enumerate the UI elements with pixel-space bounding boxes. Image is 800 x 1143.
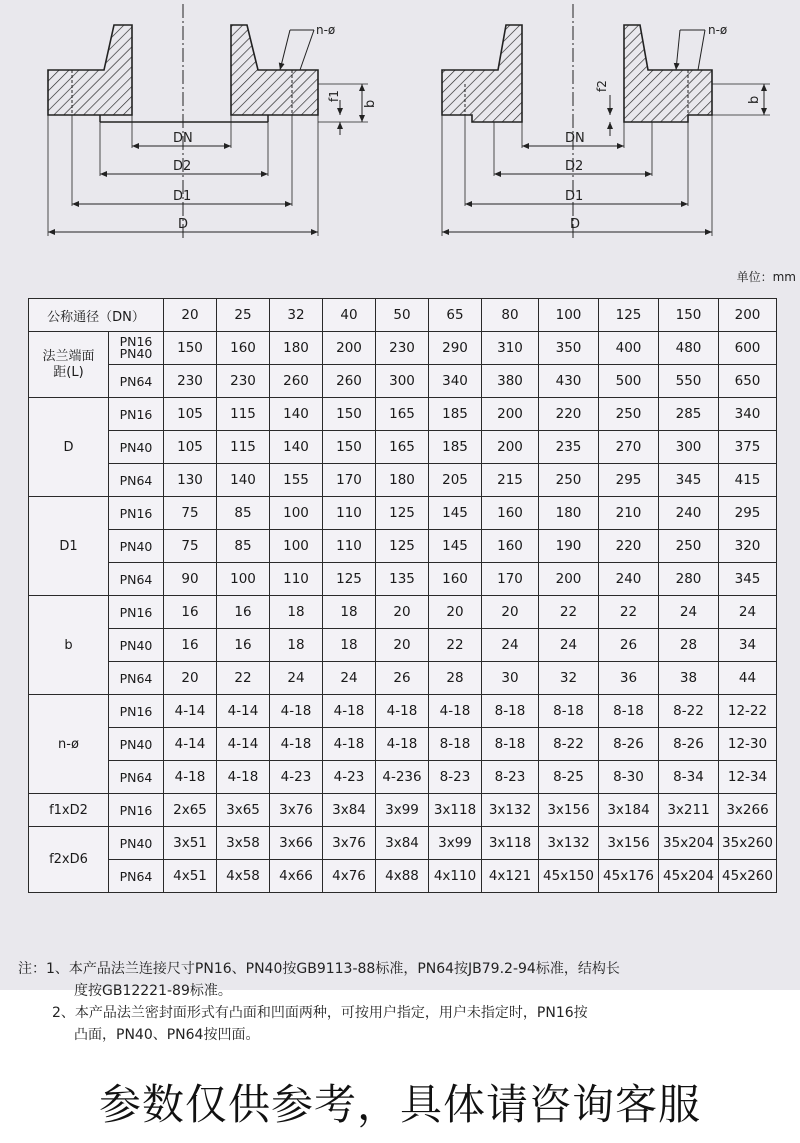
notes bbox=[18, 958, 798, 1046]
table-cell: 200 bbox=[323, 332, 376, 365]
table-cell: 24 bbox=[719, 596, 777, 629]
table-cell: 3x51 bbox=[164, 827, 217, 860]
table-cell: 22 bbox=[539, 596, 599, 629]
table-cell: 320 bbox=[719, 530, 777, 563]
table-cell: 28 bbox=[429, 662, 482, 695]
table-cell: 110 bbox=[270, 563, 323, 596]
table-row bbox=[29, 695, 777, 728]
table-row bbox=[29, 827, 777, 860]
table-cell: 4-23 bbox=[323, 761, 376, 794]
table-cell: 185 bbox=[429, 431, 482, 464]
table-cell: 8-18 bbox=[482, 695, 539, 728]
left-d-label: D bbox=[178, 217, 189, 232]
pressure-class-label: PN40 bbox=[109, 827, 164, 860]
group-label: n-ø bbox=[29, 695, 109, 794]
dn-value: 25 bbox=[217, 299, 270, 332]
pressure-class-label bbox=[109, 332, 164, 365]
table-cell: 250 bbox=[539, 464, 599, 497]
table-cell: 550 bbox=[659, 365, 719, 398]
table-cell: 260 bbox=[323, 365, 376, 398]
table-cell: 3x156 bbox=[599, 827, 659, 860]
table-cell: 235 bbox=[539, 431, 599, 464]
table-cell: 44 bbox=[719, 662, 777, 695]
table-cell: 20 bbox=[482, 596, 539, 629]
pressure-class-line-2: PN40 bbox=[119, 346, 153, 361]
group-label: D bbox=[29, 398, 109, 497]
table-cell: 3x76 bbox=[270, 794, 323, 827]
left-d1-label: D1 bbox=[173, 189, 192, 204]
table-cell: 8-18 bbox=[599, 695, 659, 728]
table-cell: 100 bbox=[217, 563, 270, 596]
right-section-hatch-b bbox=[624, 25, 712, 122]
table-cell: 8-18 bbox=[539, 695, 599, 728]
pressure-class-label: PN64 bbox=[109, 563, 164, 596]
pressure-class-label: PN64 bbox=[109, 761, 164, 794]
right-d-label: D bbox=[570, 217, 581, 232]
table-cell: 3x76 bbox=[323, 827, 376, 860]
dn-value: 100 bbox=[539, 299, 599, 332]
table-cell: 430 bbox=[539, 365, 599, 398]
table-cell: 24 bbox=[482, 629, 539, 662]
table-row bbox=[29, 563, 777, 596]
table-cell: 30 bbox=[482, 662, 539, 695]
table-cell: 45x176 bbox=[599, 860, 659, 893]
table-cell: 3x118 bbox=[429, 794, 482, 827]
table-cell: 180 bbox=[376, 464, 429, 497]
table-cell: 160 bbox=[429, 563, 482, 596]
table-cell: 2x65 bbox=[164, 794, 217, 827]
table-row bbox=[29, 431, 777, 464]
table-row bbox=[29, 464, 777, 497]
table-cell: 3x99 bbox=[429, 827, 482, 860]
table-cell: 3x66 bbox=[270, 827, 323, 860]
right-b-label: b bbox=[747, 95, 762, 104]
table-cell: 400 bbox=[599, 332, 659, 365]
table-cell: 3x99 bbox=[376, 794, 429, 827]
table-cell: 4-18 bbox=[164, 761, 217, 794]
table-cell: 170 bbox=[482, 563, 539, 596]
table-cell: 130 bbox=[164, 464, 217, 497]
table-cell: 150 bbox=[323, 431, 376, 464]
flange-drawing-left bbox=[48, 4, 378, 240]
table-cell: 18 bbox=[270, 596, 323, 629]
table-cell: 4-14 bbox=[164, 695, 217, 728]
group-label: f1xD2 bbox=[29, 794, 109, 827]
table-cell: 165 bbox=[376, 398, 429, 431]
table-cell: 12-34 bbox=[719, 761, 777, 794]
table-cell: 24 bbox=[539, 629, 599, 662]
table-cell: 150 bbox=[164, 332, 217, 365]
table-cell: 160 bbox=[217, 332, 270, 365]
table-cell: 8-26 bbox=[659, 728, 719, 761]
table-cell: 28 bbox=[659, 629, 719, 662]
table-cell: 285 bbox=[659, 398, 719, 431]
table-cell: 36 bbox=[599, 662, 659, 695]
table-cell: 24 bbox=[659, 596, 719, 629]
table-cell: 310 bbox=[482, 332, 539, 365]
table-cell: 200 bbox=[482, 431, 539, 464]
table-cell: 45x204 bbox=[659, 860, 719, 893]
table-cell: 650 bbox=[719, 365, 777, 398]
table-cell: 3x118 bbox=[482, 827, 539, 860]
right-n-label: n-ø bbox=[708, 23, 728, 37]
table-row bbox=[29, 530, 777, 563]
table-cell: 375 bbox=[719, 431, 777, 464]
table-cell: 26 bbox=[376, 662, 429, 695]
left-b-label: b bbox=[363, 99, 378, 108]
table-cell: 190 bbox=[539, 530, 599, 563]
table-cell: 250 bbox=[599, 398, 659, 431]
flange-drawings bbox=[0, 0, 800, 265]
table-cell: 270 bbox=[599, 431, 659, 464]
table-row bbox=[29, 662, 777, 695]
table-cell: 4-18 bbox=[270, 728, 323, 761]
note-2-line-1: 2、本产品法兰密封面形式有凸面和凹面两种，可按用户指定，用户未指定时，PN16按 bbox=[52, 1005, 588, 1021]
table-row bbox=[29, 398, 777, 431]
table-cell: 3x58 bbox=[217, 827, 270, 860]
table-cell: 4-18 bbox=[270, 695, 323, 728]
table-cell: 12-22 bbox=[719, 695, 777, 728]
unit-label: 单位：mm bbox=[736, 270, 796, 284]
table-cell: 16 bbox=[164, 629, 217, 662]
left-section-hatch-a bbox=[48, 25, 132, 115]
table-cell: 8-26 bbox=[599, 728, 659, 761]
table-cell: 85 bbox=[217, 497, 270, 530]
table-cell: 26 bbox=[599, 629, 659, 662]
table-cell: 4x110 bbox=[429, 860, 482, 893]
table-cell: 220 bbox=[539, 398, 599, 431]
dn-value: 125 bbox=[599, 299, 659, 332]
table-cell: 340 bbox=[429, 365, 482, 398]
table-cell: 4-14 bbox=[164, 728, 217, 761]
left-section-hatch-b bbox=[231, 25, 318, 115]
left-d2-label: D2 bbox=[173, 159, 192, 174]
dn-value: 80 bbox=[482, 299, 539, 332]
table-cell: 35x260 bbox=[719, 827, 777, 860]
table-cell: 4x51 bbox=[164, 860, 217, 893]
table-cell: 4-23 bbox=[270, 761, 323, 794]
table-cell: 3x65 bbox=[217, 794, 270, 827]
pressure-class-label: PN16 bbox=[109, 596, 164, 629]
table-cell: 3x184 bbox=[599, 794, 659, 827]
right-d1-label: D1 bbox=[565, 189, 584, 204]
table-cell: 4-18 bbox=[217, 761, 270, 794]
dn-value: 200 bbox=[719, 299, 777, 332]
dn-value: 40 bbox=[323, 299, 376, 332]
table-row bbox=[29, 761, 777, 794]
table-cell: 600 bbox=[719, 332, 777, 365]
table-cell: 3x156 bbox=[539, 794, 599, 827]
note-1-line-1: 注：1、本产品法兰连接尺寸PN16、PN40按GB9113-88标准，PN64按JB79.2-94标准，结构长 bbox=[18, 961, 620, 977]
length-label-line-2: 距(L) bbox=[53, 364, 84, 380]
table-row bbox=[29, 629, 777, 662]
table-cell: 185 bbox=[429, 398, 482, 431]
table-cell: 75 bbox=[164, 530, 217, 563]
table-cell: 4-14 bbox=[217, 695, 270, 728]
table-cell: 115 bbox=[217, 398, 270, 431]
table-cell: 100 bbox=[270, 497, 323, 530]
table-cell: 230 bbox=[164, 365, 217, 398]
disclaimer-footer: 参数仅供参考，具体请咨询客服 bbox=[98, 1080, 701, 1129]
note-2-line-2: 凸面，PN40、PN64按凹面。 bbox=[74, 1027, 260, 1043]
table-cell: 22 bbox=[429, 629, 482, 662]
table-cell: 4-14 bbox=[217, 728, 270, 761]
pressure-class-label: PN16 bbox=[109, 497, 164, 530]
pressure-class-label: PN16 bbox=[109, 398, 164, 431]
table-cell: 160 bbox=[482, 497, 539, 530]
table-cell: 45x150 bbox=[539, 860, 599, 893]
group-label: f2xD6 bbox=[29, 827, 109, 893]
flange-spec-table bbox=[28, 298, 777, 893]
table-cell: 4-18 bbox=[376, 695, 429, 728]
left-dn-label: DN bbox=[173, 131, 193, 146]
table-cell: 160 bbox=[482, 530, 539, 563]
table-cell: 20 bbox=[376, 596, 429, 629]
table-cell: 4x88 bbox=[376, 860, 429, 893]
table-cell: 8-22 bbox=[659, 695, 719, 728]
pressure-class-label: PN40 bbox=[109, 530, 164, 563]
table-cell: 165 bbox=[376, 431, 429, 464]
right-d2-label: D2 bbox=[565, 159, 584, 174]
table-cell: 300 bbox=[659, 431, 719, 464]
table-cell: 205 bbox=[429, 464, 482, 497]
table-cell: 230 bbox=[376, 332, 429, 365]
table-row bbox=[29, 596, 777, 629]
table-cell: 8-23 bbox=[482, 761, 539, 794]
table-row bbox=[29, 332, 777, 365]
table-cell: 20 bbox=[376, 629, 429, 662]
table-cell: 8-30 bbox=[599, 761, 659, 794]
header-row bbox=[29, 299, 777, 332]
table-cell: 35x204 bbox=[659, 827, 719, 860]
table-cell: 3x84 bbox=[376, 827, 429, 860]
table-cell: 20 bbox=[164, 662, 217, 695]
table-cell: 480 bbox=[659, 332, 719, 365]
table-cell: 8-18 bbox=[429, 728, 482, 761]
table-cell: 150 bbox=[323, 398, 376, 431]
pressure-class-line-1: PN16 bbox=[119, 334, 153, 349]
table-cell: 140 bbox=[270, 431, 323, 464]
table-cell: 500 bbox=[599, 365, 659, 398]
table-cell: 8-22 bbox=[539, 728, 599, 761]
table-cell: 170 bbox=[323, 464, 376, 497]
table-cell: 280 bbox=[659, 563, 719, 596]
table-cell: 240 bbox=[659, 497, 719, 530]
left-n-label: n-ø bbox=[316, 23, 336, 37]
table-cell: 22 bbox=[599, 596, 659, 629]
table-cell: 345 bbox=[659, 464, 719, 497]
table-cell: 115 bbox=[217, 431, 270, 464]
table-cell: 4-236 bbox=[376, 761, 429, 794]
table-cell: 145 bbox=[429, 497, 482, 530]
table-cell: 345 bbox=[719, 563, 777, 596]
group-label: D1 bbox=[29, 497, 109, 596]
table-cell: 4-18 bbox=[376, 728, 429, 761]
dn-value: 32 bbox=[270, 299, 323, 332]
table-cell: 145 bbox=[429, 530, 482, 563]
table-cell: 32 bbox=[539, 662, 599, 695]
table-row bbox=[29, 794, 777, 827]
table-cell: 100 bbox=[270, 530, 323, 563]
table-cell: 16 bbox=[217, 629, 270, 662]
table-cell: 110 bbox=[323, 530, 376, 563]
table-cell: 140 bbox=[270, 398, 323, 431]
table-cell: 290 bbox=[429, 332, 482, 365]
table-cell: 4-18 bbox=[323, 728, 376, 761]
table-row bbox=[29, 365, 777, 398]
table-cell: 220 bbox=[599, 530, 659, 563]
table-cell: 12-30 bbox=[719, 728, 777, 761]
table-cell: 250 bbox=[659, 530, 719, 563]
table-cell: 4x121 bbox=[482, 860, 539, 893]
left-f-label: f1 bbox=[327, 90, 341, 102]
table-row bbox=[29, 497, 777, 530]
right-f-label: f2 bbox=[595, 80, 609, 92]
table-cell: 18 bbox=[270, 629, 323, 662]
table-cell: 240 bbox=[599, 563, 659, 596]
group-label: b bbox=[29, 596, 109, 695]
pressure-class-label: PN40 bbox=[109, 629, 164, 662]
table-cell: 105 bbox=[164, 431, 217, 464]
right-dn-label: DN bbox=[565, 131, 585, 146]
table-cell: 3x132 bbox=[482, 794, 539, 827]
table-cell: 105 bbox=[164, 398, 217, 431]
table-cell: 295 bbox=[719, 497, 777, 530]
table-cell: 125 bbox=[376, 497, 429, 530]
table-cell: 260 bbox=[270, 365, 323, 398]
table-cell: 18 bbox=[323, 596, 376, 629]
table-cell: 8-18 bbox=[482, 728, 539, 761]
table-cell: 24 bbox=[323, 662, 376, 695]
table-cell: 340 bbox=[719, 398, 777, 431]
pressure-class-label: PN16 bbox=[109, 794, 164, 827]
table-cell: 135 bbox=[376, 563, 429, 596]
table-cell: 210 bbox=[599, 497, 659, 530]
pressure-class-label: PN40 bbox=[109, 728, 164, 761]
table-cell: 3x132 bbox=[539, 827, 599, 860]
pressure-class-label: PN64 bbox=[109, 464, 164, 497]
table-cell: 85 bbox=[217, 530, 270, 563]
table-cell: 34 bbox=[719, 629, 777, 662]
table-cell: 8-23 bbox=[429, 761, 482, 794]
table-cell: 140 bbox=[217, 464, 270, 497]
flange-drawing-right bbox=[442, 4, 770, 240]
table-cell: 4x58 bbox=[217, 860, 270, 893]
dn-header-label: 公称通径（DN） bbox=[29, 299, 164, 332]
table-cell: 3x211 bbox=[659, 794, 719, 827]
dn-value: 150 bbox=[659, 299, 719, 332]
table-cell: 415 bbox=[719, 464, 777, 497]
table-cell: 18 bbox=[323, 629, 376, 662]
table-cell: 3x84 bbox=[323, 794, 376, 827]
table-cell: 8-34 bbox=[659, 761, 719, 794]
table-row bbox=[29, 860, 777, 893]
table-cell: 230 bbox=[217, 365, 270, 398]
table-cell: 155 bbox=[270, 464, 323, 497]
table-row bbox=[29, 728, 777, 761]
table-cell: 125 bbox=[323, 563, 376, 596]
table-cell: 180 bbox=[270, 332, 323, 365]
table-cell: 4x76 bbox=[323, 860, 376, 893]
table-cell: 4-18 bbox=[429, 695, 482, 728]
table-cell: 4-18 bbox=[323, 695, 376, 728]
table-cell: 24 bbox=[270, 662, 323, 695]
table-cell: 16 bbox=[164, 596, 217, 629]
pressure-class-label: PN64 bbox=[109, 365, 164, 398]
table-cell: 110 bbox=[323, 497, 376, 530]
table-cell: 8-25 bbox=[539, 761, 599, 794]
table-cell: 3x266 bbox=[719, 794, 777, 827]
table-cell: 200 bbox=[482, 398, 539, 431]
table-cell: 90 bbox=[164, 563, 217, 596]
table-cell: 300 bbox=[376, 365, 429, 398]
table-cell: 215 bbox=[482, 464, 539, 497]
table-cell: 4x66 bbox=[270, 860, 323, 893]
dn-value: 50 bbox=[376, 299, 429, 332]
table-cell: 200 bbox=[539, 563, 599, 596]
pressure-class-label: PN40 bbox=[109, 431, 164, 464]
right-section-hatch-a bbox=[442, 25, 522, 122]
dn-value: 20 bbox=[164, 299, 217, 332]
table-cell: 38 bbox=[659, 662, 719, 695]
length-label-line-1: 法兰端面 bbox=[42, 348, 95, 364]
table-cell: 180 bbox=[539, 497, 599, 530]
pressure-class-label: PN64 bbox=[109, 860, 164, 893]
pressure-class-label: PN64 bbox=[109, 662, 164, 695]
table-cell: 350 bbox=[539, 332, 599, 365]
length-label bbox=[29, 332, 109, 398]
table-cell: 16 bbox=[217, 596, 270, 629]
table-cell: 22 bbox=[217, 662, 270, 695]
table-cell: 75 bbox=[164, 497, 217, 530]
table-cell: 45x260 bbox=[719, 860, 777, 893]
table-cell: 125 bbox=[376, 530, 429, 563]
table-cell: 380 bbox=[482, 365, 539, 398]
pressure-class-label: PN16 bbox=[109, 695, 164, 728]
table-cell: 20 bbox=[429, 596, 482, 629]
table-cell: 295 bbox=[599, 464, 659, 497]
dn-value: 65 bbox=[429, 299, 482, 332]
note-1-line-2: 度按GB12221-89标准。 bbox=[74, 983, 232, 999]
